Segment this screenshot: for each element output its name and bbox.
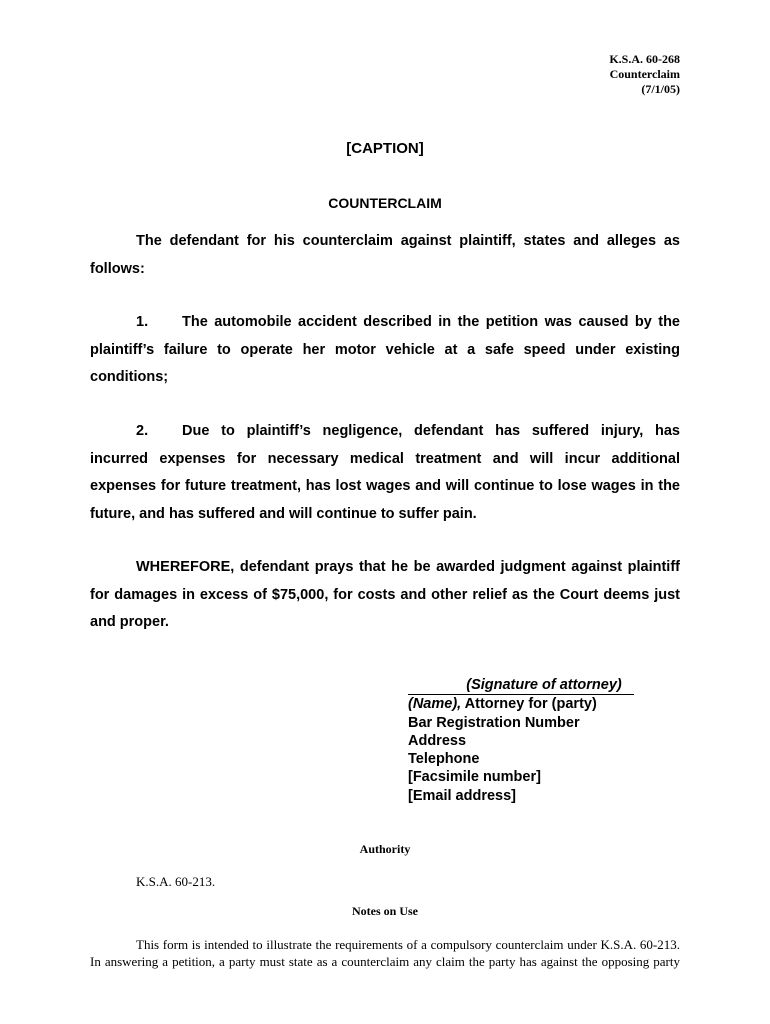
allegation-number: 2.: [136, 423, 149, 439]
signature-line: [408, 676, 634, 695]
attorney-telephone: Telephone: [408, 751, 480, 768]
attorney-name-line: [408, 695, 634, 713]
signature-block: [408, 676, 634, 805]
authority-heading: Authority: [359, 842, 411, 856]
authority-text: K.S.A. 60-213.: [136, 874, 216, 889]
intro-text: The defendant for his counterclaim against plaintiff, states and alleges as follows:: [90, 233, 680, 277]
allegation-text: Due to plaintiff’s negligence, defendant has suffered injury, has incurred expenses for necessary medical treatment and will incur additional expenses for future treatment, has lost wages and will continue to lose wages in the future, and has suffered and will continue to suffer pain.: [90, 423, 680, 522]
attorney-address: Address: [408, 732, 467, 749]
attorney-email: [Email address]: [408, 787, 516, 804]
form-name: Counterclaim: [609, 67, 680, 81]
allegation-text: The automobile accident described in the petition was caused by the plaintiff’s failure to operate her motor vehicle at a safe speed under existing conditions;: [90, 314, 680, 385]
bar-registration: Bar Registration Number: [408, 714, 580, 731]
statute-reference: K.S.A. 60-268: [609, 52, 680, 66]
document-title: COUNTERCLAIM: [328, 195, 442, 211]
attorney-name: (Name),: [408, 696, 462, 713]
notes-heading: Notes on Use: [352, 904, 418, 918]
attorney-for: Attorney for (party): [461, 696, 597, 713]
caption-placeholder: [CAPTION]: [346, 140, 424, 157]
intro-paragraph: [90, 228, 680, 283]
notes-text: This form is intended to illustrate the requirements of a compulsory counterclaim under K.S.A. 60-213. In answering a petition, a party must state as a counterclaim any claim the party has against the opposing party: [90, 937, 680, 969]
allegation-2: [90, 418, 680, 528]
allegation-1: [90, 309, 680, 392]
wherefore-paragraph: [90, 554, 680, 637]
allegation-number: 1.: [136, 314, 149, 330]
form-reference: [609, 52, 680, 97]
wherefore-text: WHEREFORE, defendant prays that he be awarded judgment against plaintiff for damages in excess of $75,000, for costs and other relief as the Court deems just and proper.: [90, 559, 680, 630]
attorney-facsimile: [Facsimile number]: [408, 769, 541, 786]
notes-paragraph: [90, 936, 680, 970]
form-date: (7/1/05): [641, 82, 680, 96]
signature-label: (Signature of attorney): [466, 677, 622, 693]
